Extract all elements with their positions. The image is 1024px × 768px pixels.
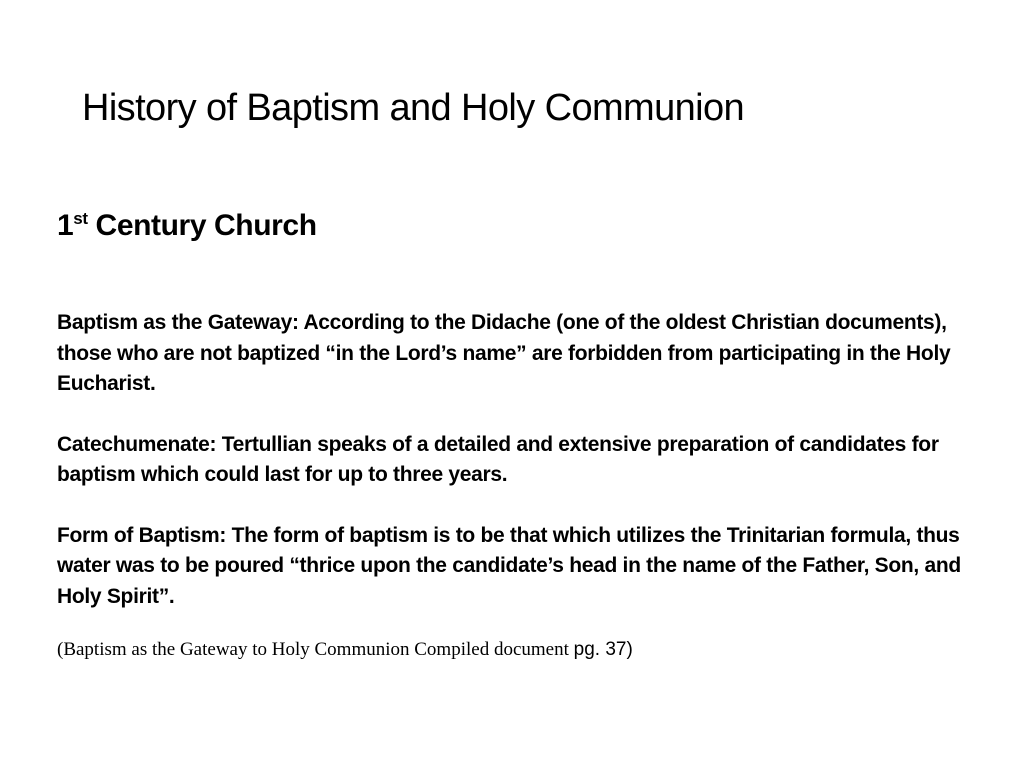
heading-number: 1 — [57, 209, 74, 242]
citation-source: (Baptism as the Gateway to Holy Communion Compiled document — [57, 639, 574, 660]
paragraph-form-of-baptism: Form of Baptism: The form of baptism is to be that which utilizes the Trinitarian formula, thus water was to be poured “thrice upon the candidate’s head in the name of the Father, Son, and Holy Spirit”. — [57, 523, 961, 608]
section-heading — [57, 208, 987, 244]
slide-content — [57, 208, 987, 664]
citation — [57, 636, 987, 664]
slide-title: History of Baptism and Holy Communion — [82, 87, 745, 129]
heading-superscript: st — [73, 209, 88, 228]
heading-text: Century Church — [87, 209, 317, 242]
citation-page: pg. 37) — [573, 639, 633, 660]
paragraph-catechumenate: Catechumenate: Tertullian speaks of a detailed and extensive preparation of candidates for baptism which could last for up to three years. — [57, 432, 939, 486]
paragraph-baptism-gateway: Baptism as the Gateway: According to the Didache (one of the oldest Christian documents), those who are not baptized “in the Lord’s name” are forbidden from participating in the Holy Eucharist. — [57, 311, 951, 395]
